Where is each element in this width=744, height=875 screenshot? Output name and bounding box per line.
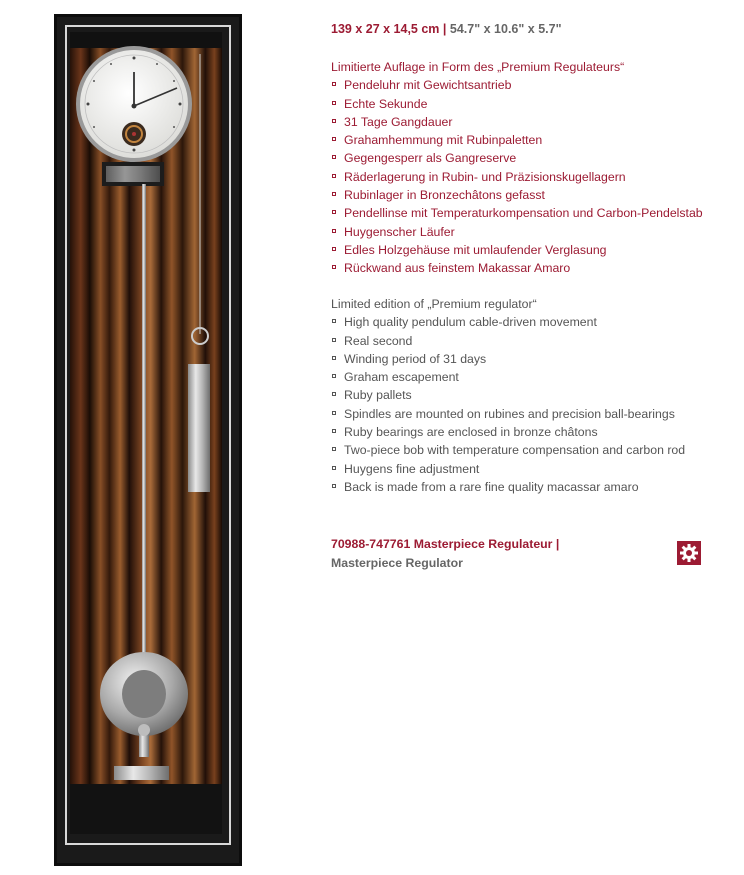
list-item: Rückwand aus feinstem Makassar Amaro: [331, 259, 703, 277]
model-name-english: Masterpiece Regulator: [331, 555, 463, 570]
list-item: Winding period of 31 days: [331, 350, 685, 368]
bullet-icon: [332, 374, 336, 378]
list-item: Grahamhemmung mit Rubinpaletten: [331, 131, 703, 149]
dimensions: [331, 22, 562, 37]
list-item: 31 Tage Gangdauer: [331, 113, 703, 131]
bullet-icon: [332, 466, 336, 470]
list-item: Huygenscher Läufer: [331, 223, 703, 241]
list-item: Ruby bearings are enclosed in bronze châtons: [331, 423, 685, 441]
bullet-icon: [332, 429, 336, 433]
list-item: Gegengesperr als Gangreserve: [331, 149, 703, 167]
dimensions-imperial: 54.7" x 10.6" x 5.7": [449, 22, 562, 36]
list-item: Ruby pallets: [331, 386, 685, 404]
bullet-icon: [332, 356, 336, 360]
bullet-icon: [332, 155, 336, 159]
list-item: Edles Holzgehäuse mit umlaufender Verglasung: [331, 241, 703, 259]
list-item: Pendeluhr mit Gewichtsantrieb: [331, 76, 703, 94]
list-item: Graham escapement: [331, 368, 685, 386]
dimensions-metric: 139 x 27 x 14,5 cm: [331, 22, 440, 36]
list-item: Echte Sekunde: [331, 95, 703, 113]
bullet-icon: [332, 338, 336, 342]
model-title: [331, 535, 559, 572]
bullet-icon: [332, 319, 336, 323]
list-item: Huygens fine adjustment: [331, 460, 685, 478]
bullet-icon: [332, 447, 336, 451]
bullet-icon: [332, 119, 336, 123]
german-intro: Limitierte Auflage in Form des „Premium Regulateurs“: [331, 60, 625, 74]
list-item: Spindles are mounted on rubines and precision ball-bearings: [331, 405, 685, 423]
bullet-icon: [332, 247, 336, 251]
english-description: [331, 295, 685, 496]
dimensions-separator: |: [442, 22, 447, 36]
clock-product-image: [54, 14, 242, 866]
bullet-icon: [332, 174, 336, 178]
list-item: Pendellinse mit Temperaturkompensation und Carbon-Pendelstab: [331, 204, 703, 222]
bullet-icon: [332, 192, 336, 196]
bullet-icon: [332, 392, 336, 396]
english-feature-list: [331, 313, 685, 496]
model-code: 70988-747761 Masterpiece Regulateur |: [331, 537, 560, 551]
bullet-icon: [332, 484, 336, 488]
german-description: [331, 58, 703, 278]
bullet-icon: [332, 265, 336, 269]
list-item: Two-piece bob with temperature compensation and carbon rod: [331, 441, 685, 459]
german-feature-list: [331, 76, 703, 277]
list-item: High quality pendulum cable-driven movement: [331, 313, 685, 331]
bullet-icon: [332, 229, 336, 233]
bullet-icon: [332, 411, 336, 415]
list-item: Rubinlager in Bronzechâtons gefasst: [331, 186, 703, 204]
list-item: Räderlagerung in Rubin- und Präzisionskugellagern: [331, 168, 703, 186]
list-item: Back is made from a rare fine quality macassar amaro: [331, 478, 685, 496]
english-intro: Limited edition of „Premium regulator“: [331, 297, 537, 311]
bullet-icon: [332, 82, 336, 86]
list-item: Real second: [331, 332, 685, 350]
bullet-icon: [332, 101, 336, 105]
bullet-icon: [332, 137, 336, 141]
gear-icon: [677, 541, 701, 565]
bullet-icon: [332, 210, 336, 214]
